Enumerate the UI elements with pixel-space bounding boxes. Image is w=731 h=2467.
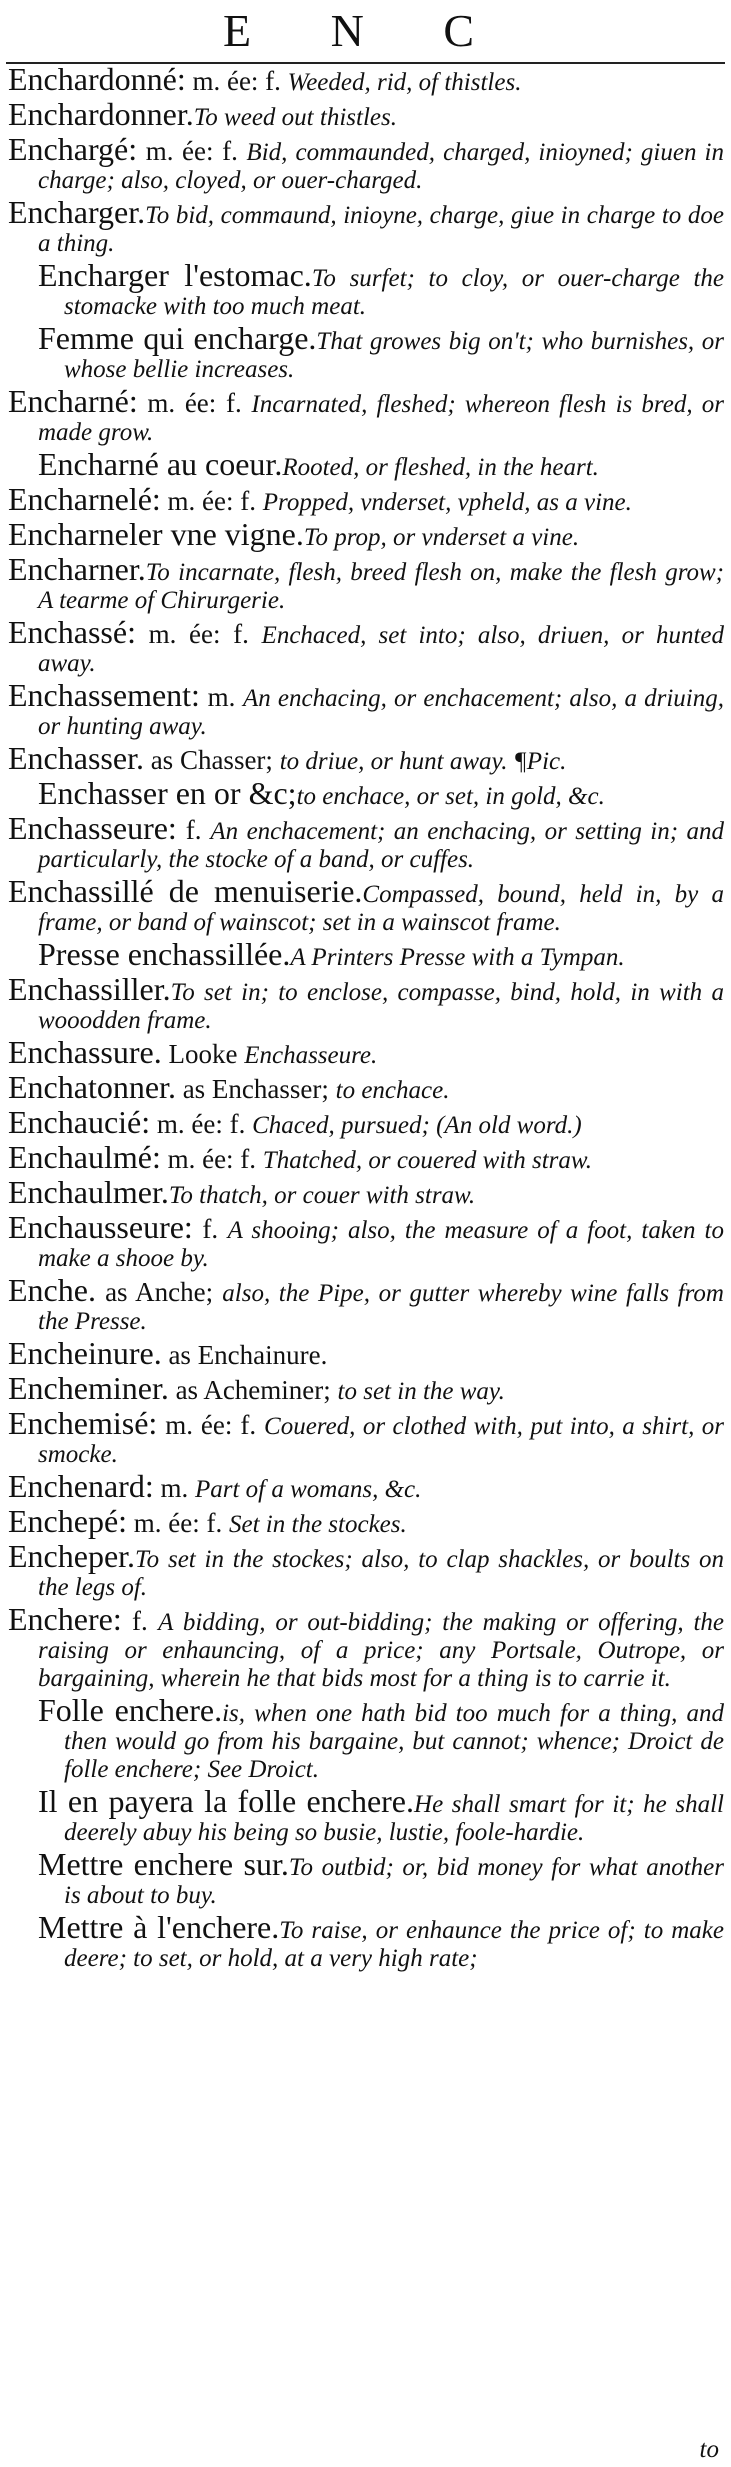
headword: Encharneler vne vigne. (8, 516, 304, 552)
definition: to set in the way. (337, 1378, 505, 1405)
dictionary-entry (8, 481, 724, 517)
dictionary-entry (8, 1335, 724, 1371)
definition: Bid, commaunded, charged, inioyned; giuen in charge; also, cloyed, or ouer-charged. (38, 139, 724, 194)
headword: Enche. (8, 1272, 96, 1308)
sub-entry (8, 1692, 724, 1783)
grammar-note: f. (176, 815, 211, 845)
dictionary-entry (8, 61, 724, 97)
headword: Enchere: (8, 1601, 122, 1637)
definition: To raise, or enhaunce the price of; to make deere; to set, or hold, at a very high rate; (64, 1917, 724, 1972)
grammar-note: m. ée: f. (150, 1109, 253, 1139)
sub-entry (8, 446, 724, 482)
headword: Encheminer. (8, 1370, 169, 1406)
headword: Femme qui encharge. (38, 320, 317, 356)
grammar-note: m. ée: f. (185, 66, 288, 96)
headword: Enchardonné: (8, 61, 186, 97)
headword: Enchemisé: (8, 1405, 158, 1441)
headword: Enchatonner. (8, 1069, 176, 1105)
grammar-note: f. (192, 1214, 228, 1244)
definition: to driue, or hunt away. ¶Pic. (279, 748, 567, 775)
definition: Thatched, or couered with straw. (262, 1147, 592, 1174)
definition: To prop, or vnderset a vine. (303, 524, 580, 551)
dictionary-entry (8, 1601, 724, 1692)
definition: Rooted, or fleshed, in the heart. (282, 454, 599, 481)
grammar-note: m. ée: f. (160, 486, 263, 516)
definition: Propped, vnderset, vpheld, as a vine. (262, 489, 632, 516)
sub-entry (8, 320, 724, 383)
dictionary-entry (8, 194, 724, 257)
headword: Encharnelé: (8, 481, 161, 517)
entry-list (8, 61, 725, 1977)
definition: Incarnated, fleshed; whereon flesh is bred, or made grow. (38, 391, 724, 446)
grammar-note: m. ée: f. (160, 1144, 263, 1174)
headword: Presse enchassillée. (38, 936, 291, 972)
dictionary-entry (8, 740, 724, 776)
definition: To incarnate, flesh, breed flesh on, make the flesh grow; A tearme of Chirurgerie. (38, 559, 724, 614)
dictionary-entry (8, 516, 724, 552)
headword: Folle enchere. (38, 1692, 223, 1728)
grammar-note: m. ée: f. (157, 1410, 265, 1440)
headword: Enchasseure: (8, 810, 177, 846)
dictionary-entry (8, 1069, 724, 1105)
headword: Encharné au coeur. (38, 446, 283, 482)
dictionary-entry (8, 1104, 724, 1140)
definition: Enchaced, set into; also, driuen, or hunted away. (38, 622, 724, 677)
dictionary-entry (8, 810, 724, 873)
definition: Chaced, pursued; (An old word.) (252, 1112, 582, 1139)
definition: is, when one hath bid too much for a thing, and then would go from his bargaine, but cannot; whence; Droict de folle enchere; See Droict. (64, 1700, 724, 1783)
headword: Enchassiller. (8, 971, 171, 1007)
headword: Encheinure. (8, 1335, 162, 1371)
definition: Weeded, rid, of thistles. (287, 69, 522, 96)
definition: To set in; to enclose, compasse, bind, hold, in with a wooodden frame. (38, 979, 724, 1034)
dictionary-entry (8, 971, 724, 1034)
grammar-note: m. ée: f. (137, 136, 247, 166)
headword: Encharger l'estomac. (38, 257, 312, 293)
definition: A bidding, or out-bidding; the making or offering, the raising or enhauncing, of a price; any Portsale, Outrope, or bargaining, wherein he that bids most for a thing is to carrie it. (38, 1609, 724, 1692)
headword: Enchasser. (8, 740, 144, 776)
sub-entry (8, 936, 724, 972)
dictionary-entry (8, 677, 724, 740)
dictionary-entry (8, 1139, 724, 1175)
definition: Part of a womans, &c. (194, 1476, 422, 1503)
dictionary-entry (8, 1468, 724, 1504)
headword: Encheper. (8, 1538, 136, 1574)
headword: Enchausseure: (8, 1209, 193, 1245)
definition: To outbid; or, bid money for what another is about to buy. (64, 1854, 725, 1909)
sub-entry (8, 1909, 724, 1972)
dictionary-entry (8, 1174, 724, 1210)
dictionary-entry (8, 1034, 724, 1070)
definition: To surfet; to cloy, or ouer-charge the stomacke with too much meat. (64, 265, 725, 320)
definition: also, the Pipe, or gutter whereby wine falls from the Presse. (38, 1280, 724, 1335)
definition: An enchacement; an enchacing, or setting in; and particularly, the stocke of a band, or cuffes. (38, 818, 724, 873)
headword: Il en payera la folle enchere. (38, 1783, 415, 1819)
headword: Encharné: (8, 383, 138, 419)
grammar-note: m. ée: f. (127, 1508, 230, 1538)
definition: to enchace. (335, 1077, 450, 1104)
definition: Couered, or clothed with, put into, a shirt, or smocke. (38, 1413, 725, 1468)
headword: Enchaucié: (8, 1104, 151, 1140)
dictionary-entry (8, 383, 724, 446)
grammar-note: m. (199, 682, 243, 712)
definition: To bid, commaund, inioyne, charge, giue in charge to doe a thing. (38, 202, 724, 257)
dictionary-entry (8, 614, 724, 677)
headword: Enchasser en or &c; (38, 775, 297, 811)
grammar-note: m. ée: f. (137, 388, 252, 418)
grammar-note: m. ée: f. (135, 619, 262, 649)
dictionary-entry (8, 1503, 724, 1539)
grammar-note: as Anche; (95, 1277, 223, 1307)
definition: A Printers Presse with a Tympan. (290, 944, 625, 971)
headword: Enchepé: (8, 1503, 128, 1539)
grammar-note: as Acheminer; (168, 1375, 338, 1405)
headword: Enchardonner. (8, 96, 194, 132)
grammar-note: as Enchainure. (161, 1340, 328, 1370)
dictionary-entry (8, 1209, 724, 1272)
headword: Encharner. (8, 551, 146, 587)
definition: To set in the stockes; also, to clap shackles, or boults on the legs of. (38, 1546, 724, 1601)
definition: Compassed, bound, held in, by a frame, or band of wainscot; set in a wainscot frame. (38, 881, 725, 936)
definition: Enchasseure. (244, 1042, 378, 1069)
headword: Mettre enchere sur. (38, 1846, 289, 1882)
headword: Mettre à l'enchere. (38, 1909, 280, 1945)
grammar-note: as Enchasser; (175, 1074, 336, 1104)
headword: Enchassure. (8, 1034, 162, 1070)
headword: Enchassillé de menuiserie. (8, 873, 363, 909)
grammar-note: f. (121, 1606, 159, 1636)
definition: A shooing; also, the measure of a foot, taken to make a shooe by. (38, 1217, 724, 1272)
headword: Enchaulmé: (8, 1139, 161, 1175)
headword: Encharger. (8, 194, 146, 230)
catchword: to (699, 2436, 719, 2463)
dictionary-entry (8, 551, 724, 614)
definition: To weed out thistles. (193, 104, 397, 131)
page-header: E N C (223, 5, 508, 56)
definition: He shall smart for it; he shall deerely abuy his being so busie, lustie, foole-hardie. (64, 1791, 725, 1846)
definition: Set in the stockes. (229, 1511, 407, 1538)
headword: Enchaulmer. (8, 1174, 169, 1210)
sub-entry (8, 775, 724, 811)
headword: Enchassement: (8, 677, 200, 713)
dictionary-entry (8, 1405, 725, 1468)
sub-entry (8, 1783, 725, 1846)
dictionary-entry (8, 1538, 724, 1601)
definition: An enchacing, or enchacement; also, a driuing, or hunting away. (38, 685, 724, 740)
dictionary-entry (8, 96, 724, 132)
headword: Enchassé: (8, 614, 136, 650)
grammar-note: m. (153, 1473, 195, 1503)
dictionary-entry (8, 873, 725, 936)
dictionary-entry (8, 1370, 724, 1406)
dictionary-entry (8, 1272, 724, 1335)
definition: to enchace, or set, in gold, &c. (296, 783, 605, 810)
headword: Enchenard: (8, 1468, 154, 1504)
grammar-note: Looke (161, 1039, 245, 1069)
definition: That growes big on't; who burnishes, or whose bellie increases. (64, 328, 724, 383)
definition: To thatch, or couer with straw. (168, 1182, 476, 1209)
headword: Enchargé: (8, 131, 138, 167)
sub-entry (8, 257, 725, 320)
grammar-note: as Chasser; (143, 745, 280, 775)
dictionary-entry (8, 131, 724, 194)
sub-entry (8, 1846, 725, 1909)
